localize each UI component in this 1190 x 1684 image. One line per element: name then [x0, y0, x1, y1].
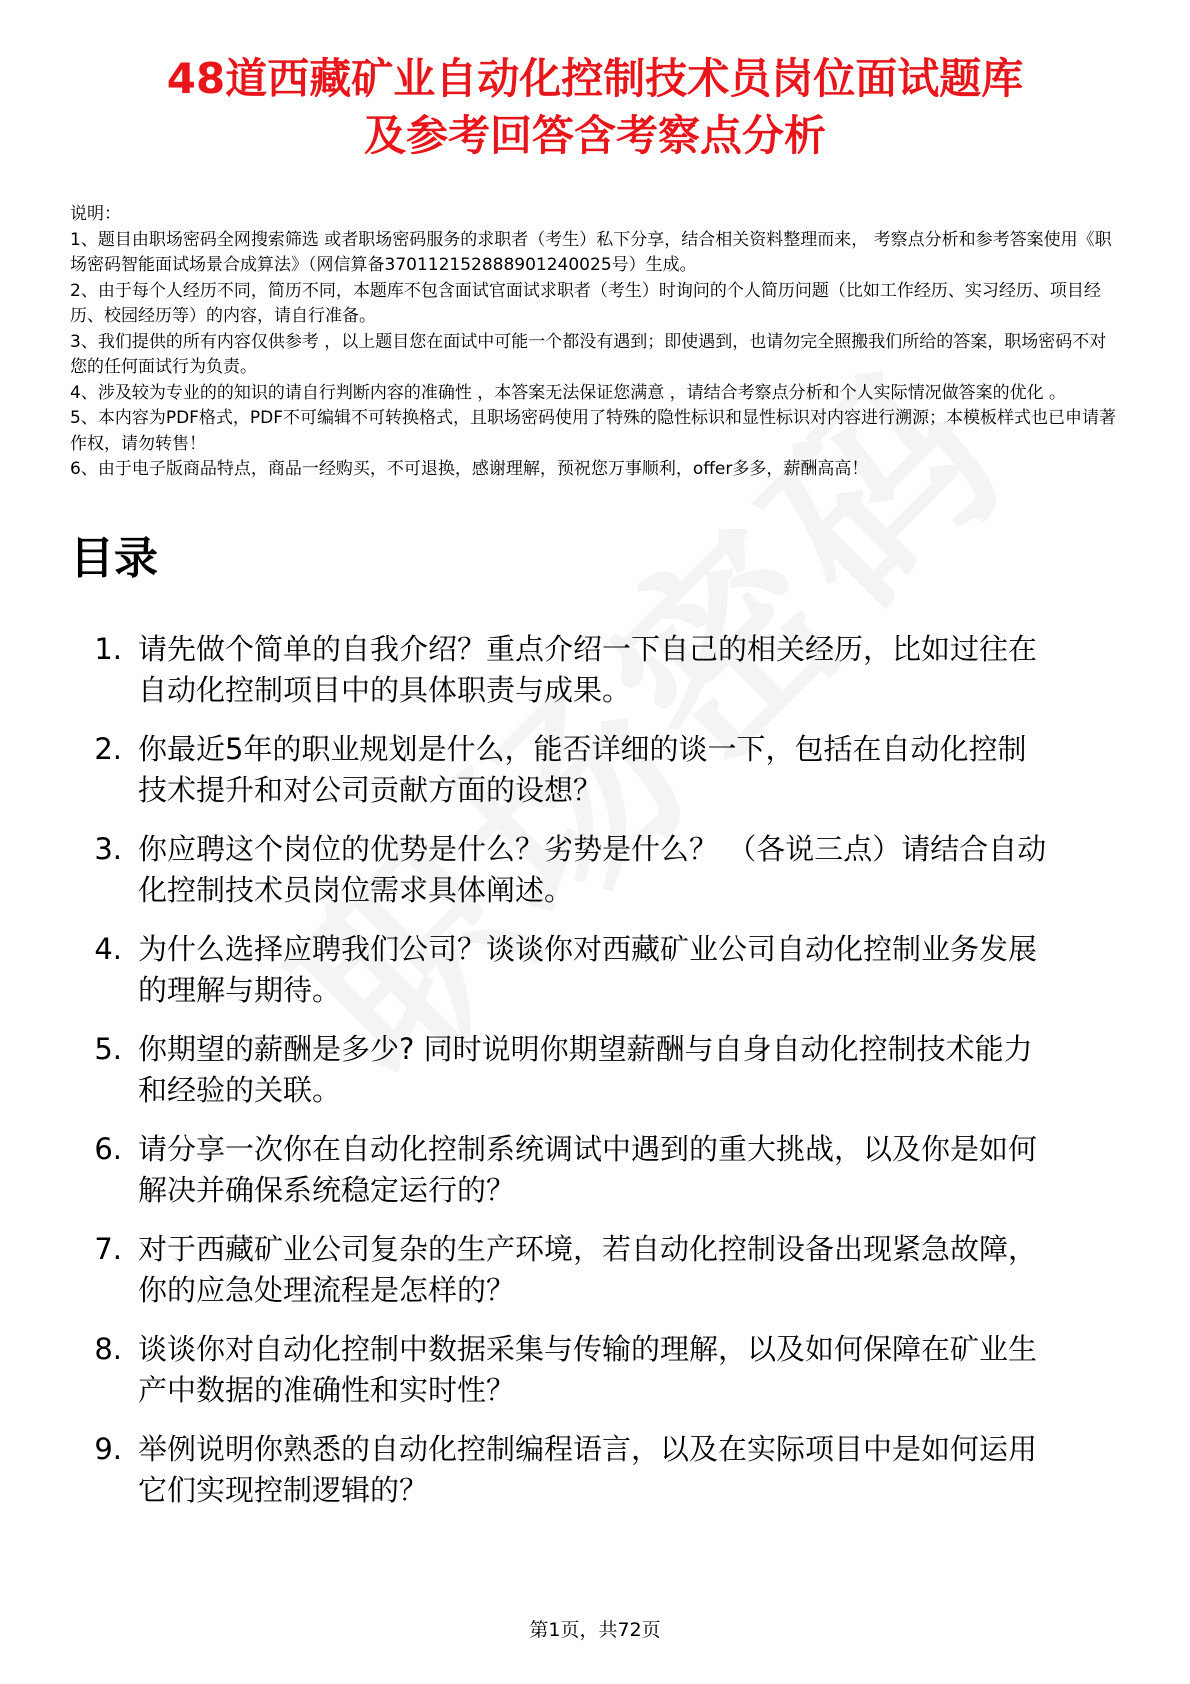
toc-item-text: 谈谈你对自动化控制中数据采集与传输的理解，以及如何保障在矿业生产中数据的准确性和实时性？: [138, 1331, 1038, 1407]
note-item-6: 6、由于电子版商品特点，商品一经购买，不可退换，感谢理解，预祝您万事顺利，offer多多，薪酬高高！: [70, 459, 869, 479]
note-item-4: 4、涉及较为专业的的知识的请自行判断内容的准确性 ，本答案无法保证您满意 ，请结合考察点分析和个人实际情况做答案的优化 。: [70, 382, 1067, 403]
toc-item[interactable]: [70, 1429, 1120, 1511]
toc-item-number: 6.: [94, 1131, 122, 1166]
toc-item-text: 你最近5年的职业规划是什么，能否详细的谈一下，包括在自动化控制技术提升和对公司贡献方面的设想？: [138, 731, 1027, 807]
toc-item[interactable]: [70, 1329, 1120, 1411]
note-item-3: 3、我们提供的所有内容仅供参考 ，以上题目您在面试中可能一个都没有遇到；即使遇到，也请勿完全照搬我们所给的答案，职场密码不对您的任何面试行为负责。: [70, 331, 1107, 377]
toc-item-text: 请分享一次你在自动化控制系统调试中遇到的重大挑战，以及你是如何解决并确保系统稳定运行的？: [138, 1131, 1038, 1207]
toc-item-number: 3.: [94, 831, 122, 866]
toc-item[interactable]: [70, 829, 1120, 911]
title-line-1: 48道西藏矿业自动化控制技术员岗位面试题库: [166, 54, 1024, 103]
document-title: [70, 0, 1120, 164]
toc-item-text: 对于西藏矿业公司复杂的生产环境，若自动化控制设备出现紧急故障，你的应急处理流程是怎样的？: [138, 1231, 1038, 1307]
note-item-1: 1、题目由职场密码全网搜索筛选 或者职场密码服务的求职者（考生）私下分享，结合相关资料整理而来， 考察点分析和参考答案使用《职场密码智能面试场景合成算法》（网信算备370112152888901240025号）生成。: [70, 229, 1112, 275]
toc-item-text: 你期望的薪酬是多少? 同时说明你期望薪酬与自身自动化控制技术能力和经验的关联。: [138, 1031, 1033, 1107]
title-line-2: 及参考回答含考察点分析: [363, 111, 826, 160]
toc-item-text: 举例说明你熟悉的自动化控制编程语言，以及在实际项目中是如何运用它们实现控制逻辑的？: [138, 1431, 1038, 1507]
notes-heading: 说明：: [70, 204, 121, 224]
toc-item[interactable]: [70, 1129, 1120, 1211]
toc-item-number: 8.: [94, 1331, 122, 1366]
toc-item-text: 为什么选择应聘我们公司？谈谈你对西藏矿业公司自动化控制业务发展的理解与期待。: [138, 931, 1038, 1007]
toc-item[interactable]: [70, 1029, 1120, 1111]
toc-list: [70, 629, 1120, 1511]
toc-item-number: 5.: [94, 1031, 122, 1066]
note-item-2: 2、由于每个人经历不同，简历不同，本题库不包含面试官面试求职者（考生）时询问的个人简历问题（比如工作经历、实习经历、项目经历、校园经历等）的内容，请自行准备。: [70, 280, 1101, 326]
toc-item[interactable]: [70, 929, 1120, 1011]
toc-item[interactable]: [70, 1229, 1120, 1311]
toc-item-number: 1.: [94, 631, 122, 666]
note-item-5: 5、本内容为PDF格式，PDF不可编辑不可转换格式，且职场密码使用了特殊的隐性标识和显性标识对内容进行溯源；本模板样式也已申请著作权，请勿转售！: [70, 408, 1117, 454]
toc-item-number: 9.: [94, 1431, 122, 1466]
toc-item[interactable]: [70, 629, 1120, 711]
toc-item-text: 请先做个简单的自我介绍？重点介绍一下自己的相关经历，比如过往在自动化控制项目中的具体职责与成果。: [138, 631, 1038, 707]
toc-item-text: 你应聘这个岗位的优势是什么？劣势是什么？ （各说三点）请结合自动化控制技术员岗位需求具体阐述。: [138, 831, 1047, 907]
toc-item-number: 4.: [94, 931, 122, 966]
notes-section: [70, 202, 1120, 483]
toc-item[interactable]: [70, 729, 1120, 811]
page-footer: 第1页，共72页: [529, 1619, 661, 1641]
toc-item-number: 2.: [94, 731, 122, 766]
toc-heading: 目录: [70, 532, 158, 584]
toc-item-number: 7.: [94, 1231, 122, 1266]
